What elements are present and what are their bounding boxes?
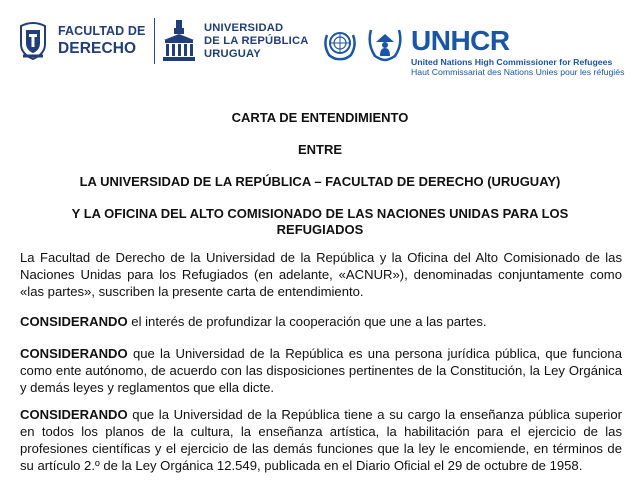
party-one: LA UNIVERSIDAD DE LA REPÚBLICA – FACULTAD DE DERECHO (URUGUAY) xyxy=(79,174,561,189)
university-building-icon xyxy=(160,18,198,64)
considerando-paragraph-1 xyxy=(20,313,622,330)
considerando-text-1: el interés de profundizar la cooperación que une a las partes. xyxy=(127,314,487,329)
unhcr-english-name: United Nations High Commissioner for Refugees xyxy=(411,57,613,67)
unhcr-emblem-icon xyxy=(365,26,405,62)
considerando-paragraph-3 xyxy=(20,406,622,474)
universidad-line1: UNIVERSIDAD xyxy=(204,22,284,34)
letterhead xyxy=(0,0,640,80)
facultad-line1: FACULTAD DE xyxy=(58,24,146,38)
logo-divider xyxy=(154,18,155,64)
facultad-derecho-wordmark xyxy=(58,22,145,58)
universidad-line2: DE LA REPÚBLICA xyxy=(204,35,309,47)
considerando-label: CONSIDERANDO xyxy=(20,407,128,422)
universidad-wordmark xyxy=(204,22,309,61)
considerando-label: CONSIDERANDO xyxy=(20,346,128,361)
party-two: Y LA OFICINA DEL ALTO COMISIONADO DE LAS NACIONES UNIDAS PARA LOS REFUGIADOS xyxy=(71,206,569,237)
unhcr-wordmark: UNHCR xyxy=(411,25,510,56)
document-between: ENTRE xyxy=(297,142,343,157)
unhcr-french-name: Haut Commissariat des Nations Unies pour les réfugiés xyxy=(411,67,625,77)
considerando-label: CONSIDERANDO xyxy=(20,314,128,329)
considerando-text-2: que la Universidad de la República es una persona jurídica pública, que funciona como ente autónomo, de acuerdo con las disposiciones pertinentes de la Constitución, la Ley Orgánica y demás leyes y reglamentos que ella dicte. xyxy=(20,346,622,395)
document-title: CARTA DE ENTENDIMIENTO xyxy=(231,110,409,125)
considerando-text-3: que la Universidad de la República tiene a su cargo la enseñanza pública superior en todos los planos de la cultura, la enseñanza artística, la habilitación para el ejercicio de las profesiones científicas y el ejercicio de las demás funciones que la ley le encomiende, en términos de su artículo 2.º de la Ley Orgánica 12.549, publicada en el Diario Oficial el 29 de octubre de 1958. xyxy=(20,407,622,473)
faculty-seal-icon xyxy=(17,20,49,60)
intro-paragraph: La Facultad de Derecho de la Universidad de la República y la Oficina del Alto Comisionado de las Naciones Unidas para los Refugiados (en adelante, «ACNUR»), denominadas conjuntamente como «las partes», suscriben la presente carta de entendimiento. xyxy=(20,250,622,299)
un-emblem-icon xyxy=(321,27,359,61)
universidad-line3: URUGUAY xyxy=(204,48,261,60)
facultad-line2: DERECHO xyxy=(58,40,137,57)
considerando-paragraph-2 xyxy=(20,345,622,396)
